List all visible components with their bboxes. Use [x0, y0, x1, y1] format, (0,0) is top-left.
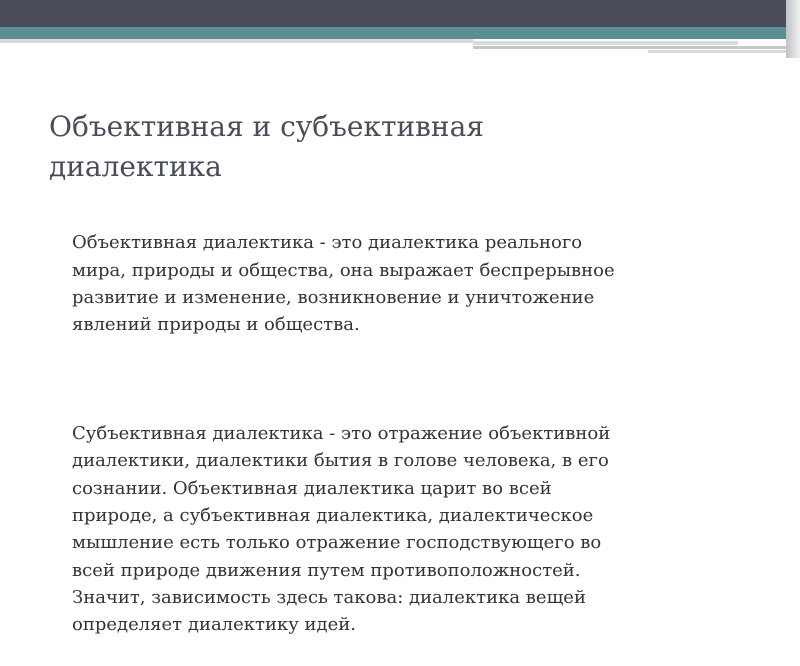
- subjective-dialectics-paragraph: Субъективная диалектика - это отражение объективной диалектики, диалектики бытия в голове человека, в его сознании. Объективная диалектика царит во всей природе, а субъективная диалектика, диалектическое мышление есть только отражение господствующего во всей природе движения путем противоположностей. Значит, зависимость здесь такова: диалектика вещей определяет диалектику идей.: [72, 423, 611, 636]
- decorative-stripe: [473, 46, 786, 49]
- decorative-stripe: [0, 39, 473, 43]
- accent-band: [0, 27, 800, 39]
- decorative-stripe: [473, 41, 738, 45]
- slide-edge-shadow: [786, 0, 800, 58]
- slide-title: Объективная и субъективная диалектика: [49, 110, 484, 183]
- decorative-stripe: [648, 50, 786, 53]
- paragraph-gap: [72, 366, 772, 393]
- slide-body: [72, 202, 772, 666]
- top-bar: [0, 0, 800, 27]
- objective-dialectics-paragraph: Объективная диалектика - это диалектика реального мира, природы и общества, она выражает беспрерывное развитие и изменение, возникновение и уничтожение явлений природы и общества.: [72, 232, 615, 336]
